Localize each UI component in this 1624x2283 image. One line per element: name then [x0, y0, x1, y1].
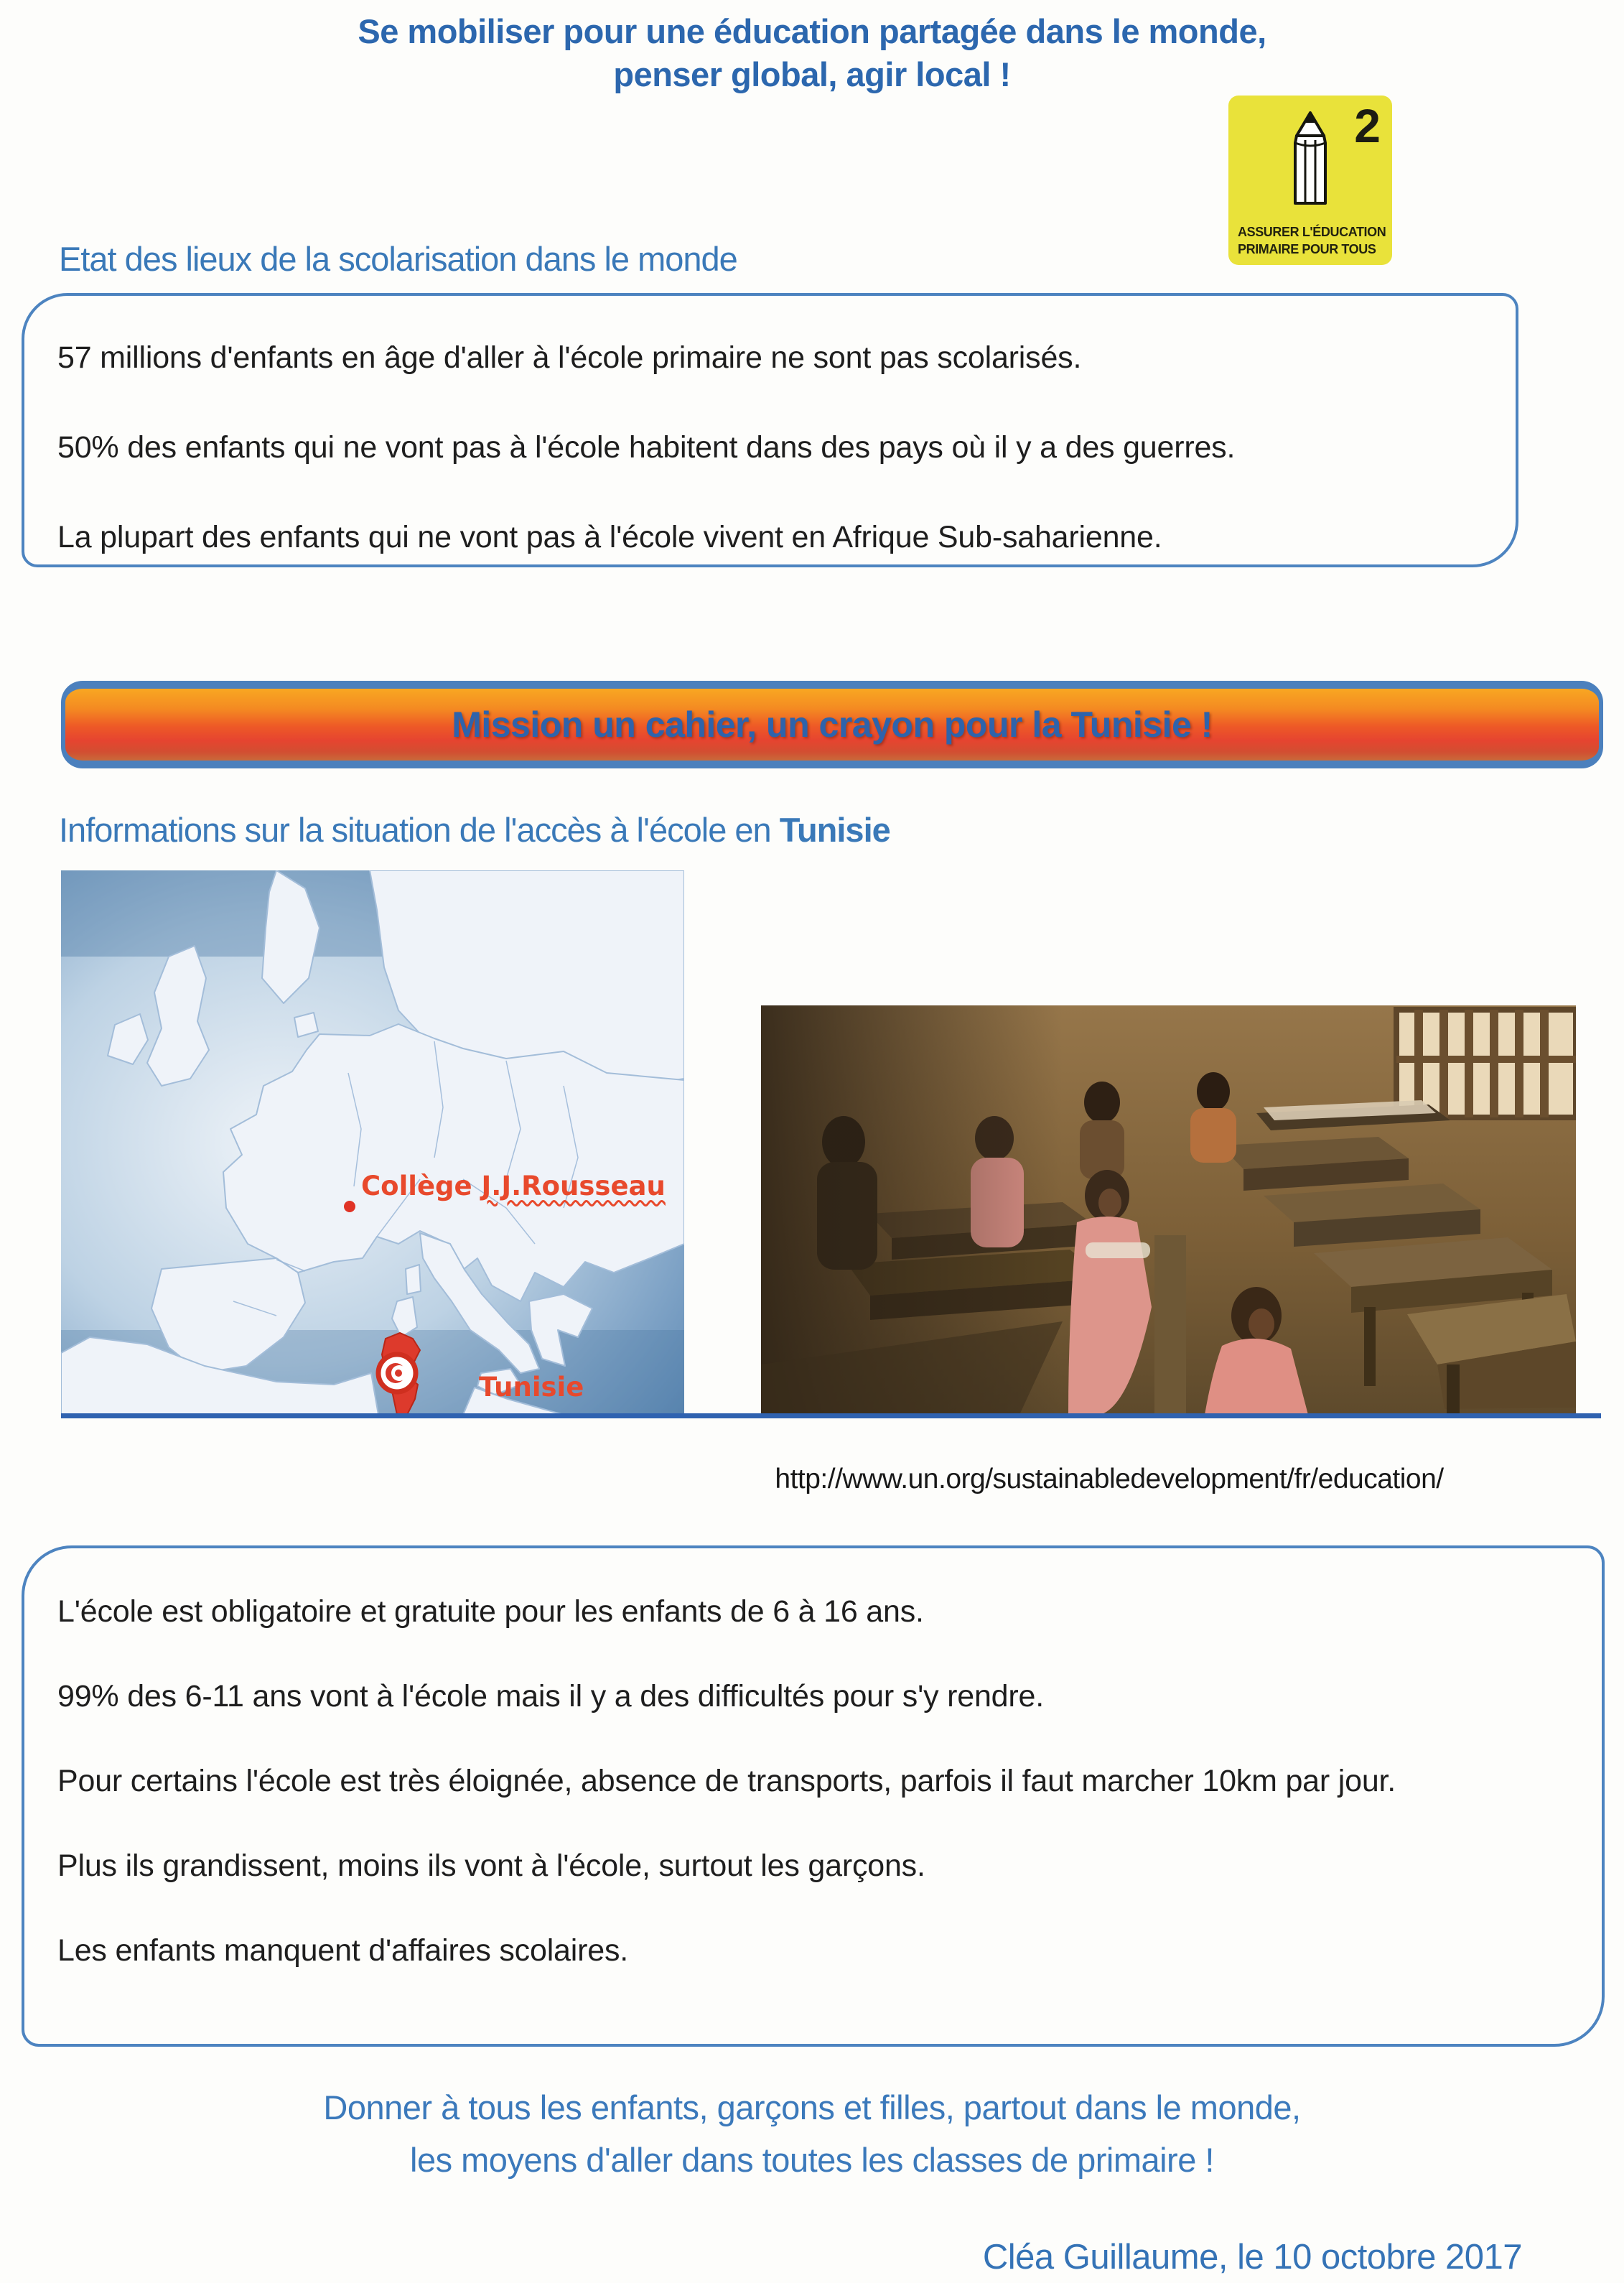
map-label-school-name: J.J.Rousseau [481, 1171, 666, 1201]
badge-caption-line1: ASSURER L'ÉDUCATION [1238, 225, 1386, 239]
page-title-line1: Se mobiliser pour une éducation partagée dans le monde, [358, 12, 1266, 50]
classroom-photo-drawing [761, 1005, 1576, 1415]
map-dot-school [344, 1201, 355, 1212]
section-heading-tunisia-prefix: Informations sur la situation de l'accès à l'école en [59, 811, 780, 849]
facts-box-world [22, 293, 1518, 567]
tunisia-fact-line: Plus ils grandissent, moins ils vont à l'école, surtout les garçons. [57, 1849, 925, 1883]
tunisia-fact-line: L'école est obligatoire et gratuite pour les enfants de 6 à 16 ans. [57, 1594, 924, 1629]
photo-caption-url: http://www.un.org/sustainabledevelopment/fr/education/ [775, 1464, 1444, 1494]
page-title [0, 10, 1624, 96]
mission-banner [61, 681, 1603, 768]
signature: Cléa Guillaume, le 10 octobre 2017 [982, 2238, 1522, 2277]
map-label-school [361, 1171, 666, 1201]
closing-message [0, 2081, 1624, 2186]
facts-box-tunisia [22, 1545, 1605, 2047]
closing-line1: Donner à tous les enfants, garçons et filles, partout dans le monde, [323, 2088, 1301, 2126]
pencil-icon [1287, 111, 1334, 217]
badge-caption [1238, 223, 1386, 258]
world-fact-line: 50% des enfants qui ne vont pas à l'école habitent dans des pays où il y a des guerres. [57, 430, 1236, 465]
classroom-photo [761, 1005, 1576, 1415]
images-divider [61, 1413, 1601, 1418]
europe-map-image [61, 870, 684, 1415]
section-heading-tunisia [59, 810, 890, 850]
page-title-line2: penser global, agir local ! [613, 55, 1011, 93]
europe-map-drawing [61, 870, 684, 1415]
tunisia-fact-line: Les enfants manquent d'affaires scolaires. [57, 1933, 628, 1968]
tunisia-fact-line: Pour certains l'école est très éloignée, absence de transports, parfois il faut marcher 10km par jour. [57, 1764, 1396, 1798]
map-label-country: Tunisie [479, 1372, 584, 1403]
tunisia-fact-line: 99% des 6-11 ans vont à l'école mais il y a des difficultés pour s'y rendre. [57, 1679, 1044, 1714]
badge-number: 2 [1354, 99, 1381, 152]
map-label-school-prefix: Collège [361, 1171, 482, 1201]
mdg-badge [1228, 96, 1392, 265]
closing-line2: les moyens d'aller dans toutes les classes de primaire ! [410, 2141, 1214, 2179]
tunisia-flag-icon [378, 1354, 416, 1392]
section-heading-world: Etat des lieux de la scolarisation dans le monde [59, 240, 737, 278]
world-fact-line: 57 millions d'enfants en âge d'aller à l'école primaire ne sont pas scolarisés. [57, 340, 1082, 375]
mission-banner-text: Mission un cahier, un crayon pour la Tunisie ! [452, 705, 1213, 745]
world-fact-line: La plupart des enfants qui ne vont pas à l'école vivent en Afrique Sub-saharienne. [57, 520, 1162, 554]
badge-caption-line2: PRIMAIRE POUR TOUS [1238, 242, 1376, 256]
section-heading-tunisia-emphasis: Tunisie [779, 811, 890, 849]
